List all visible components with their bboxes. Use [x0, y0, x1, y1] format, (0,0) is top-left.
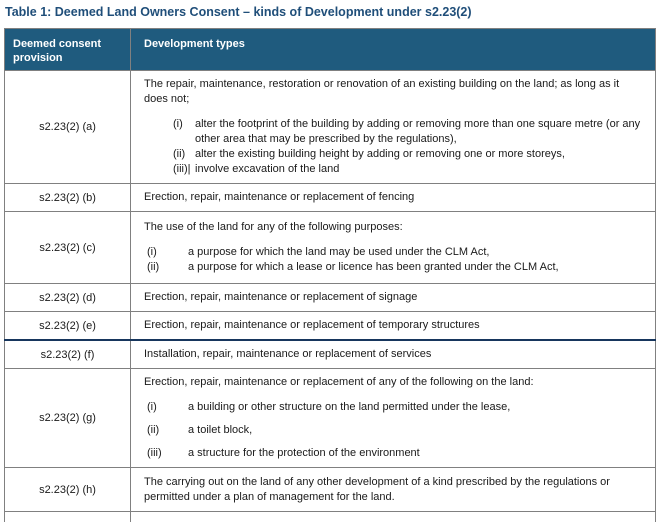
- development-type-cell: [131, 468, 656, 512]
- provision-cell: s2.23(2) (f): [5, 340, 131, 369]
- list-item-text: a purpose for which the land may be used under the CLM Act,: [188, 246, 490, 258]
- list-item: [144, 400, 645, 415]
- table-body: [5, 71, 656, 512]
- development-type-cell: [131, 369, 656, 468]
- list-item: [144, 245, 645, 260]
- provision-cell: s2.23(2) (d): [5, 284, 131, 312]
- provision-cell: s2.23(2) (a): [5, 71, 131, 184]
- development-paragraph: The repair, maintenance, restoration or renovation of an existing building on the land; as long as it does not;: [144, 78, 620, 105]
- partial-provision-cell: [5, 512, 131, 522]
- list-item-text: involve excavation of the land: [195, 163, 340, 175]
- list-item-marker: (ii): [147, 424, 160, 436]
- partial-row: [5, 512, 656, 522]
- list-item-marker: (iii)|: [173, 163, 191, 175]
- provision-cell: s2.23(2) (g): [5, 369, 131, 468]
- header-development-types: Development types: [131, 29, 656, 71]
- table-row: [5, 212, 656, 284]
- list-item-marker: (i): [173, 118, 183, 130]
- list-item-marker: (iii): [147, 447, 162, 459]
- development-type-cell: [131, 184, 656, 212]
- header-row: [5, 29, 656, 71]
- development-paragraph: The use of the land for any of the following purposes:: [144, 221, 403, 233]
- list-item: [144, 147, 645, 162]
- provision-cell: s2.23(2) (b): [5, 184, 131, 212]
- table-row: [5, 184, 656, 212]
- provision-cell: s2.23(2) (e): [5, 312, 131, 341]
- list-item: [144, 423, 645, 438]
- table-title: Table 1: Deemed Land Owners Consent – kinds of Development under s2.23(2): [5, 5, 472, 19]
- table-row: [5, 340, 656, 369]
- provision-cell: s2.23(2) (c): [5, 212, 131, 284]
- list-item-text: a building or other structure on the land permitted under the lease,: [188, 401, 511, 413]
- table-row: [5, 71, 656, 184]
- consent-table: [4, 28, 656, 522]
- list-item-text: a toilet block,: [188, 424, 253, 436]
- table-row: [5, 369, 656, 468]
- header-deemed-consent-provision: Deemed consent provision: [5, 29, 131, 71]
- list-item-text: alter the footprint of the building by adding or removing more than one square metre (or any other area that may be prescribed by the regulations),: [195, 118, 641, 145]
- list-item: [144, 117, 645, 147]
- development-type-cell: [131, 284, 656, 312]
- table-row: [5, 468, 656, 512]
- table-header: [5, 29, 656, 71]
- development-paragraph: Erection, repair, maintenance or replacement of any of the following on the land:: [144, 376, 534, 388]
- table-row: [5, 284, 656, 312]
- provision-cell: s2.23(2) (h): [5, 468, 131, 512]
- development-paragraph: Installation, repair, maintenance or replacement of services: [144, 348, 432, 360]
- table-row: [5, 312, 656, 341]
- list-item-marker: (i): [147, 401, 157, 413]
- list-item-marker: (ii): [147, 261, 160, 273]
- list-item: [144, 260, 645, 275]
- partial-development-cell: [131, 512, 656, 522]
- development-paragraph: Erection, repair, maintenance or replacement of signage: [144, 291, 418, 303]
- list-item: [144, 446, 645, 461]
- list-item: [144, 162, 645, 177]
- list-item-marker: (ii): [173, 148, 186, 160]
- list-item-text: alter the existing building height by adding or removing one or more storeys,: [195, 148, 565, 160]
- table-body-partial: [5, 512, 656, 522]
- list-item-marker: (i): [147, 246, 157, 258]
- development-type-cell: [131, 312, 656, 341]
- development-type-cell: [131, 340, 656, 369]
- development-type-cell: [131, 71, 656, 184]
- development-paragraph: Erection, repair, maintenance or replacement of temporary structures: [144, 319, 480, 331]
- list-item-text: a purpose for which a lease or licence has been granted under the CLM Act,: [188, 261, 559, 273]
- list-item-text: a structure for the protection of the environment: [188, 447, 420, 459]
- development-type-cell: [131, 212, 656, 284]
- development-paragraph: The carrying out on the land of any other development of a kind prescribed by the regulations or permitted under a plan of management for the land.: [144, 475, 610, 503]
- development-paragraph: Erection, repair, maintenance or replacement of fencing: [144, 191, 415, 203]
